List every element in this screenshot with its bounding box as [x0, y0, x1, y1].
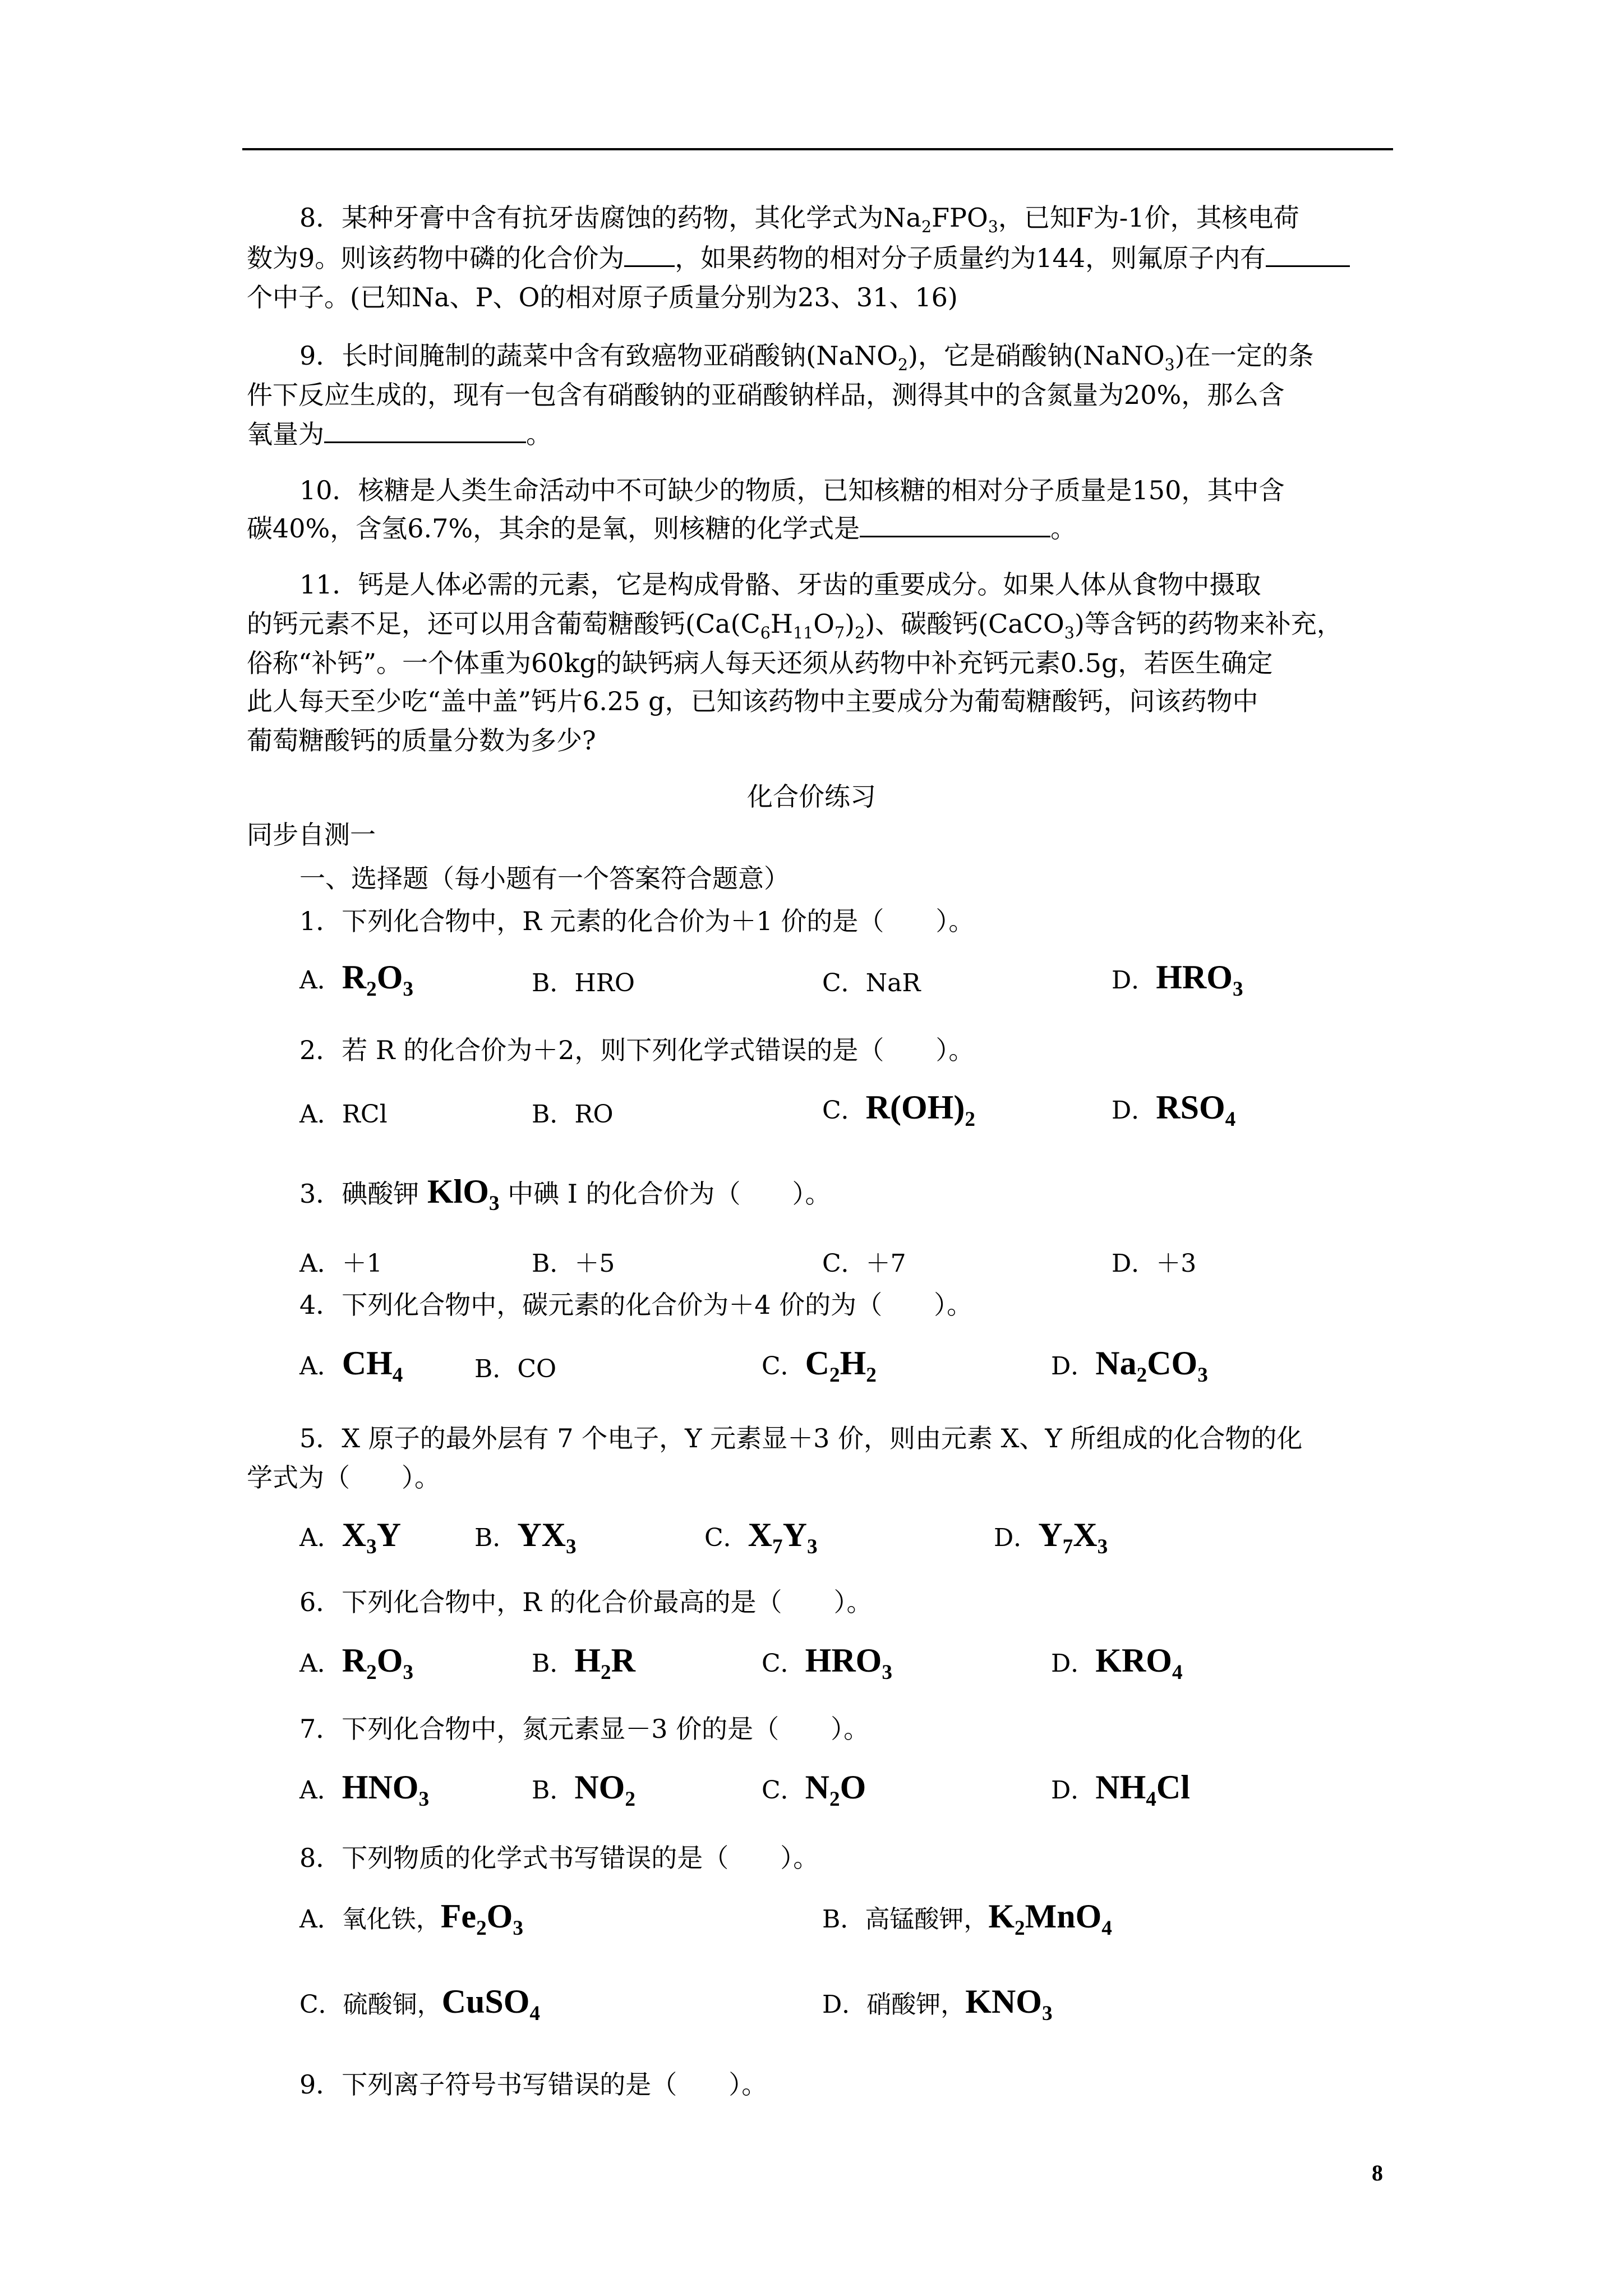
choice-question-6: 6．下列化合物中，R 的化合价最高的是（ ）。 [299, 1587, 873, 1617]
option-2c[interactable]: C．$R(OH)_2$ [822, 1089, 975, 1131]
option-2d[interactable]: D．$RSO_4$ [1112, 1089, 1236, 1131]
choice-question-2: 2．若 R 的化合价为＋2，则下列化学式错误的是（ ）。 [299, 1035, 975, 1065]
q9-line-1: 9．长时间腌制的蔬菜中含有致癌物亚硝酸钠(NaNO$_2$)，它是硝酸钠(NaNO$_3$)在一定的条 [299, 341, 1314, 374]
option-3c[interactable]: C．＋7 [822, 1249, 906, 1278]
choice-question-8: 8．下列物质的化学式书写错误的是（ ）。 [299, 1843, 819, 1873]
option-7d[interactable]: D．$NH_4Cl$ [1051, 1769, 1190, 1811]
option-1b[interactable]: B．HRO [532, 969, 635, 997]
choice-question-3: 3．碘酸钾 KlO$_3$ 中碘 I 的化合价为（ ）。 [299, 1173, 831, 1216]
option-4a[interactable]: A．$CH_4$ [299, 1345, 403, 1387]
choice-question-4: 4．下列化合物中，碳元素的化合价为＋4 价的为（ ）。 [299, 1290, 973, 1320]
sync-heading: 同步自测一 [247, 820, 376, 850]
option-2a[interactable]: A．RCl [299, 1100, 388, 1129]
option-3d[interactable]: D．＋3 [1112, 1249, 1197, 1278]
q11-line-2: 的钙元素不足，还可以用含葡萄糖酸钙$(Ca(C_6H_{11}O_7)_2)$、碳酸钙(CaCO$_3$)等含钙的药物来补充， [247, 609, 1343, 642]
q11-line-3: 俗称“补钙”。一个体重为60kg的缺钙病人每天还须从药物中补充钙元素0.5g，若医生确定 [247, 648, 1273, 678]
option-7c[interactable]: C．$N_2O$ [762, 1769, 866, 1811]
option-5d[interactable]: D．$Y_7X_3$ [994, 1516, 1108, 1559]
answer-blank[interactable] [324, 417, 526, 443]
option-5c[interactable]: C．$X_7Y_3$ [704, 1516, 818, 1559]
option-5a[interactable]: A．$X_3Y$ [299, 1516, 402, 1559]
option-8b[interactable]: B．高锰酸钾，$K_2MnO_4$ [822, 1898, 1112, 1940]
choice-question-7: 7．下列化合物中，氮元素显－3 价的是（ ）。 [299, 1714, 870, 1744]
option-8c[interactable]: C．硫酸铜，CuSO$_4$ [299, 1983, 541, 2026]
answer-blank[interactable] [1266, 241, 1350, 267]
q8-line-1: 8．某种牙膏中含有抗牙齿腐蚀的药物，其化学式为$Na_2FPO_3$，已知F为-1价，其核电荷 [299, 203, 1299, 236]
header-rule [242, 148, 1393, 150]
option-6d[interactable]: D．$KRO_4$ [1051, 1642, 1183, 1685]
page-number: 8 [1372, 2160, 1383, 2185]
option-5b[interactable]: B．$YX_3$ [474, 1516, 577, 1559]
option-8d[interactable]: D．硝酸钾，$KNO_3$ [822, 1983, 1053, 2026]
option-2b[interactable]: B．RO [532, 1100, 614, 1129]
q8-line-3: 个中子。(已知Na、P、O的相对原子质量分别为23、31、16) [247, 282, 958, 312]
option-6a[interactable]: A．$R_2O_3$ [299, 1642, 413, 1685]
q11-line-5: 葡萄糖酸钙的质量分数为多少? [247, 725, 596, 756]
option-4d[interactable]: D．$Na_2CO_3$ [1051, 1345, 1208, 1387]
option-7a[interactable]: A．$HNO_3$ [299, 1769, 430, 1811]
option-3a[interactable]: A．＋1 [299, 1249, 382, 1278]
q11-line-4: 此人每天至少吃“盖中盖”钙片6.25 g，已知该药物中主要成分为葡萄糖酸钙，问该药物中 [247, 686, 1258, 716]
q11-line-1: 11．钙是人体必需的元素，它是构成骨骼、牙齿的重要成分。如果人体从食物中摄取 [299, 569, 1261, 600]
option-1d[interactable]: D．$HRO_3$ [1112, 959, 1243, 1001]
q9-line-2: 件下反应生成的，现有一包含有硝酸钠的亚硝酸钠样品，测得其中的含氮量为20%，那么含 [247, 380, 1285, 410]
option-3b[interactable]: B．＋5 [532, 1249, 615, 1278]
answer-blank[interactable] [860, 511, 1050, 537]
option-6b[interactable]: B．$H_2R$ [532, 1642, 635, 1685]
choice-question-1: 1．下列化合物中，R 元素的化合价为＋1 价的是（ ）。 [299, 906, 975, 936]
q9-line-3: 氧量为 。 [247, 414, 552, 451]
option-4b[interactable]: B．CO [474, 1355, 557, 1383]
choice-question-5-line-1: 5．X 原子的最外层有 7 个电子，Y 元素显＋3 价，则由元素 X、Y 所组成的化合物的化 [299, 1423, 1303, 1453]
option-6c[interactable]: C．$HRO_3$ [762, 1642, 892, 1685]
option-1c[interactable]: C．NaR [822, 969, 921, 997]
q10-line-2: 碳40%，含氢6.7%，其余的是氧，则核糖的化学式是 。 [247, 508, 1076, 545]
q10-line-1: 10．核糖是人类生命活动中不可缺少的物质，已知核糖的相对分子质量是150，其中含 [299, 475, 1285, 505]
option-8a[interactable]: A．氧化铁，$Fe_2O_3$ [299, 1898, 523, 1940]
option-7b[interactable]: B．$NO_2$ [532, 1769, 635, 1811]
part-heading: 一、选择题（每小题有一个答案符合题意） [299, 863, 790, 894]
section-title: 化合价练习 [747, 781, 876, 812]
option-1a[interactable]: A．$R_2O_3$ [299, 959, 413, 1001]
q8-line-2: 数为9。则该药物中磷的化合价为 ，如果药物的相对分子质量约为144，则氟原子内有 [247, 238, 1350, 275]
choice-question-5-line-2: 学式为（ ）。 [247, 1462, 440, 1493]
option-4c[interactable]: C．$C_2H_2$ [762, 1345, 877, 1387]
answer-blank[interactable] [624, 241, 675, 267]
choice-question-9: 9．下列离子符号书写错误的是（ ）。 [299, 2069, 768, 2100]
